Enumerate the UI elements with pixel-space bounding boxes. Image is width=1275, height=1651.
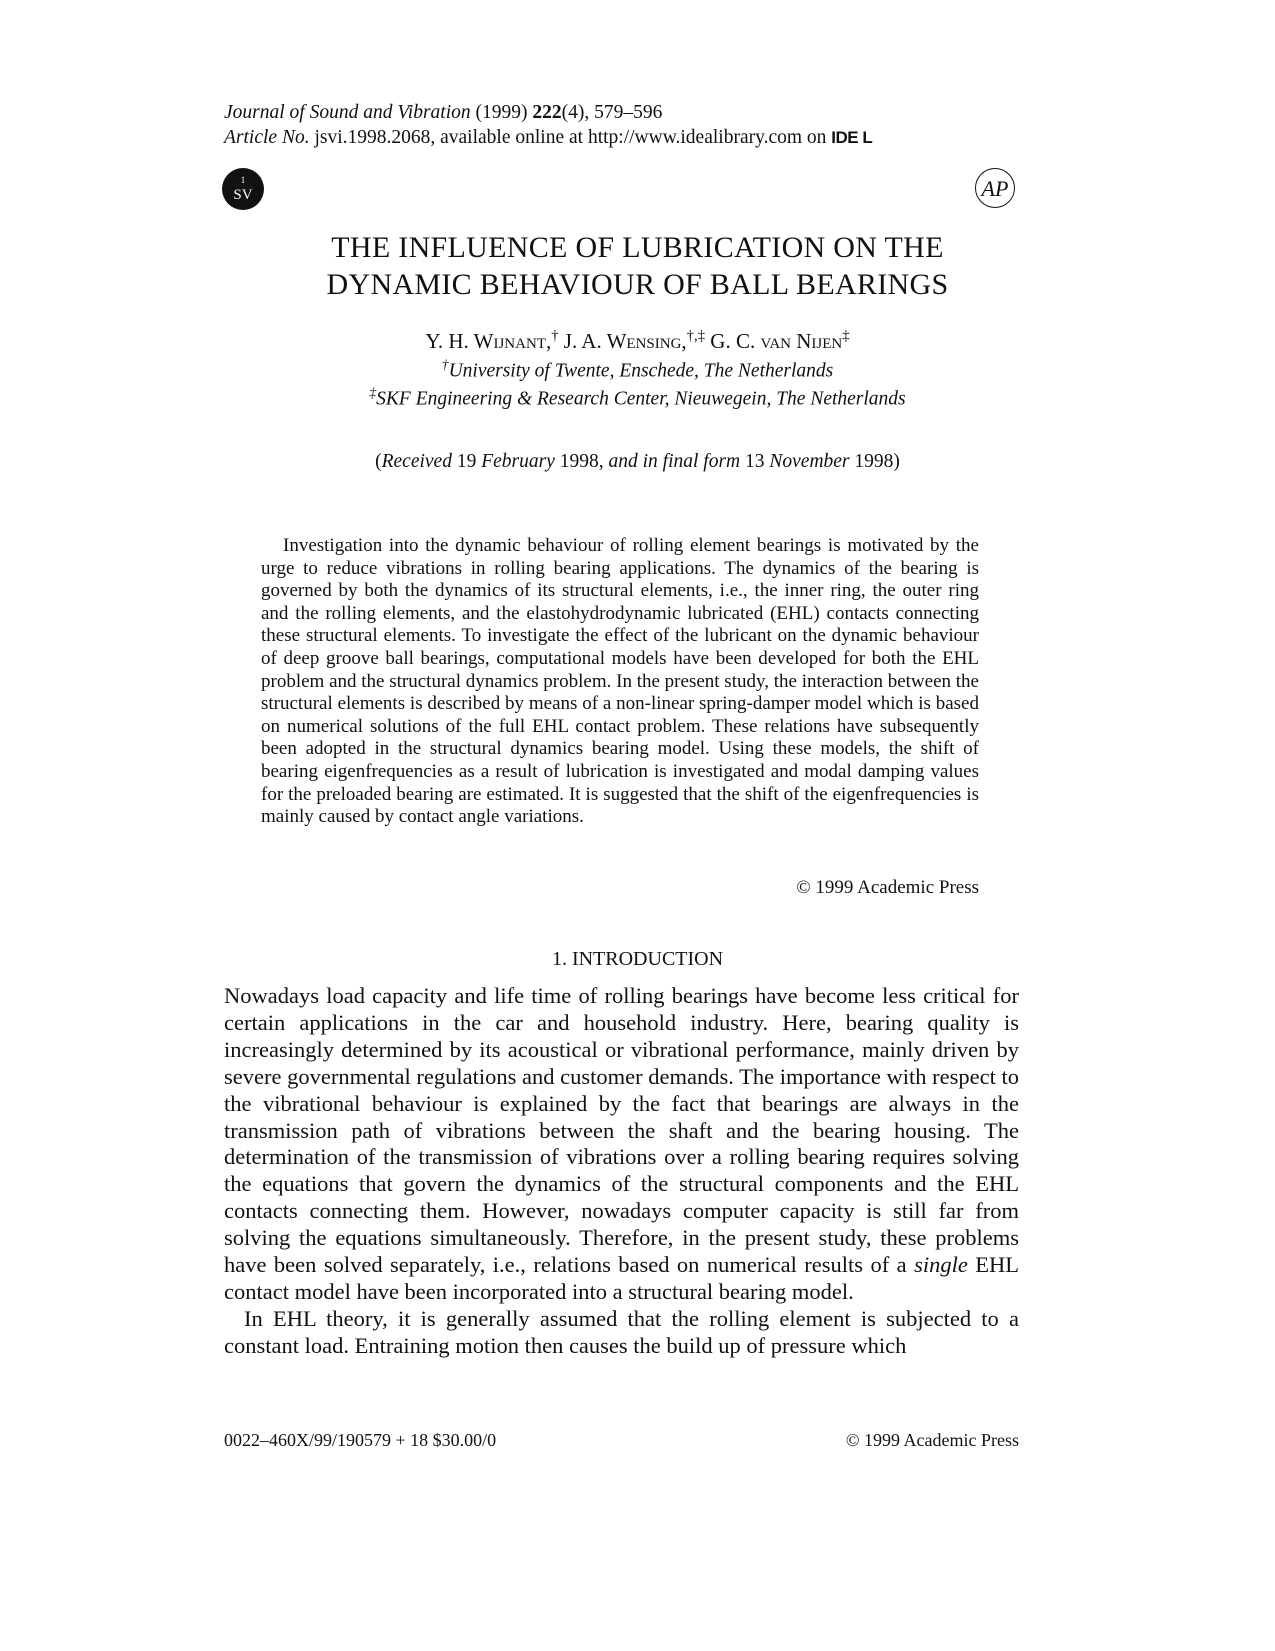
final-year: 1998) [854,451,900,472]
body-text [224,983,1019,1360]
ideal-logo: IDE L [831,128,873,147]
paper-title [0,229,1275,303]
sv-logo-number: 1 [240,175,246,185]
author-2-mark: †,‡ [686,328,706,344]
footer-copyright: © 1999 Academic Press [845,1430,1019,1450]
author-3-mark: ‡ [842,328,850,344]
academic-press-logo: AP [975,168,1015,208]
footer-code: 0022–460X/99/190579 + 18 $30.00/0 [224,1430,497,1450]
sv-logo [222,168,264,210]
author-1: Y. H. Wijnant, [425,329,552,353]
affiliation-1-mark: † [441,357,449,372]
title-line-2: DYNAMIC BEHAVIOUR OF BALL BEARINGS [326,268,949,301]
journal-citation [224,100,872,125]
final-month: November [769,451,850,472]
abstract-copyright: © 1999 Academic Press [796,877,979,898]
affiliation-2-mark: ‡ [369,385,377,400]
article-info: jsvi.1998.2068, available online at http://www.idealibrary.com on [314,127,827,148]
author-2: J. A. Wensing, [563,329,687,353]
journal-header [224,100,872,150]
abstract-text: Investigation into the dynamic behaviour of rolling element bearings is motivated by the urge to reduce vibrations in rolling bearing applications. The dynamics of the bearing is governed by both the dynamics of its structural elements, i.e., the inner ring, the outer ring and the rolling elements, and the elastohydrodynamic lubricated (EHL) contacts connecting these structural elements. To investigate the effect of the lubricant on the dynamic behaviour of deep groove ball bearings, computational models have been developed for both the EHL problem and the structural dynamics problem. In the present study, the interaction between the structural elements is described by means of a non-linear spring-damper model which is based on numerical solutions of the full EHL contact problem. These relations have subsequently been adopted in the structural dynamics bearing model. Using these models, the shift of bearing eigenfrequencies as a result of lubrication is investigated and modal damping values for the preloaded bearing are estimated. It is suggested that the shift of the eigenfrequencies is mainly caused by contact angle variations. [261,535,979,828]
paragraph-1-emphasis: single [914,1252,968,1278]
journal-year: (1999) [475,102,528,123]
journal-issue-pages: (4), 579–596 [561,102,663,123]
journal-name: Journal of Sound and Vibration [224,102,471,123]
affiliation-1-text: University of Twente, Enschede, The Netherlands [448,360,834,382]
paragraph-1 [224,983,1019,1306]
paragraph-1-end: EHL contact model have been incorporated into a structural bearing model. [224,1252,1019,1304]
article-info-line [224,125,872,150]
author-list [0,328,1275,354]
section-heading: 1. INTRODUCTION [551,948,724,970]
received-label: Received [381,451,452,472]
affiliation-1 [0,357,1275,383]
received-year: 1998, [559,451,604,472]
author-3: G. C. van Nijen [710,329,843,353]
affiliation-2 [0,385,1275,411]
received-dates: (Received 19 February 1998, and in final form 13 November 1998) [375,451,900,472]
affiliation-2-text: SKF Engineering & Research Center, Nieuwegein, The Netherlands [376,388,906,410]
final-form-label: and in final form [608,451,741,472]
sv-logo-text: SV [233,187,253,203]
journal-volume: 222 [532,102,562,123]
paragraph-1-start: Nowadays load capacity and life time of rolling bearings have become less critical for certain applications in the car and household industry. Here, bearing quality is increasingly determined by its acoustical or vibrational performance, mainly driven by severe governmental regulations and customer demands. The importance with respect to the vibrational behaviour is explained by the fact that bearings are always in the transmission path of vibrations between the shaft and the bearing housing. The determination of the transmission of vibrations over a rolling bearing requires solving the equations that govern the dynamics of the structural components and the EHL contacts connecting them. However, nowadays computer capacity is still far from solving the equations simultaneously. Therefore, in the present study, these problems have been solved separately, i.e., relations based on numerical results of a [224,983,1019,1278]
author-1-mark: † [551,328,559,344]
article-label: Article No. [224,127,310,148]
received-month: February [481,451,555,472]
final-day: 13 [745,451,765,472]
paragraph-2: In EHL theory, it is generally assumed that the rolling element is subjected to a constant load. Entraining motion then causes the build up of pressure which [224,1305,1019,1358]
received-day: 19 [456,451,477,472]
title-line-1: THE INFLUENCE OF LUBRICATION ON THE [331,231,944,264]
